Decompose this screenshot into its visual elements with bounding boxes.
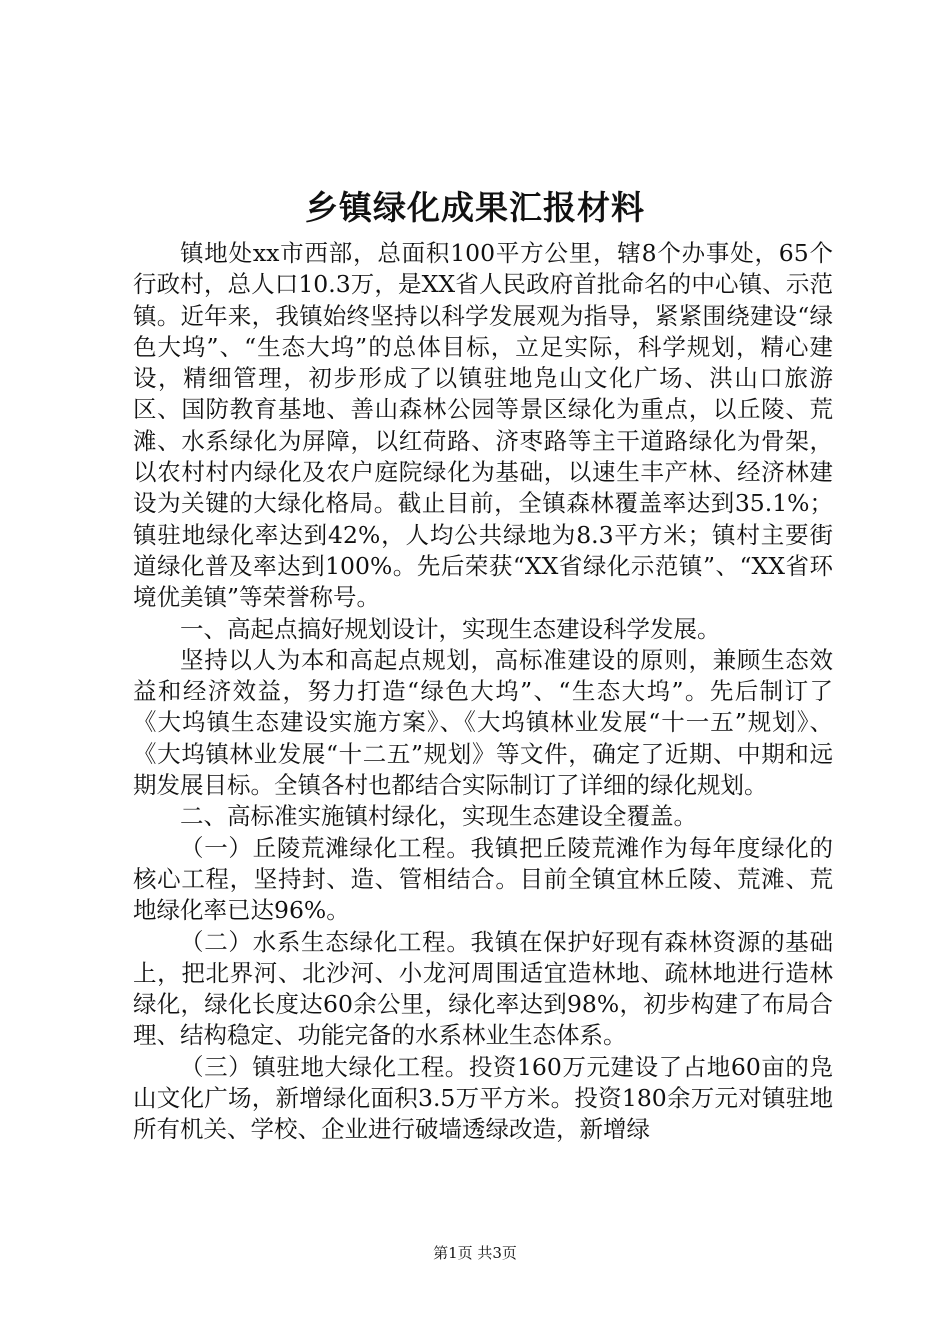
document-title: 乡镇绿化成果汇报材料 [305, 188, 645, 227]
page-number: 第1页 共3页 [433, 1244, 517, 1262]
document-body [133, 238, 833, 1146]
paragraph-town: （三）镇驻地大绿化工程。投资160万元建设了占地60亩的凫山文化广场，新增绿化面积3.5万平方米。投资180余万元对镇驻地所有机关、学校、企业进行破墙透绿改造，新增绿 [133, 1052, 833, 1144]
paragraph-hills: （一）丘陵荒滩绿化工程。我镇把丘陵荒滩作为每年度绿化的核心工程，坚持封、造、管相结合。目前全镇宜林丘陵、荒滩、荒地绿化率已达96%。 [133, 833, 833, 925]
paragraph-water: （二）水系生态绿化工程。我镇在保护好现有森林资源的基础上，把北界河、北沙河、小龙河周围适宜造林地、疏林地进行造林绿化，绿化长度达60余公里，绿化率达到98%，初步构建了布局合理、结构稳定、功能完备的水系林业生态体系。 [133, 927, 833, 1050]
section-heading-1: 一、高起点搞好规划设计，实现生态建设科学发展。 [180, 614, 721, 643]
paragraph-intro: 镇地处xx市西部，总面积100平方公里，辖8个办事处，65个行政村，总人口10.3万，是XX省人民政府首批命名的中心镇、示范镇。近年来，我镇始终坚持以科学发展观为指导，紧紧围绕建设“绿色大坞”、“生态大坞”的总体目标，立足实际，科学规划，精心建设，精细管理，初步形成了以镇驻地凫山文化广场、洪山口旅游区、国防教育基地、善山森林公园等景区绿化为重点，以丘陵、荒滩、水系绿化为屏障，以红荷路、济枣路等主干道路绿化为骨架，以农村村内绿化及农户庭院绿化为基础，以速生丰产林、经济林建设为关键的大绿化格局。截止目前，全镇森林覆盖率达到35.1%；镇驻地绿化率达到42%，人均公共绿地为8.3平方米；镇村主要街道绿化普及率达到100%。先后荣获“XX省绿化示范镇”、“XX省环境优美镇”等荣誉称号。 [133, 239, 833, 612]
paragraph-planning: 坚持以人为本和高起点规划，高标准建设的原则，兼顾生态效益和经济效益，努力打造“绿色大坞”、“生态大坞”。先后制订了《大坞镇生态建设实施方案》、《大坞镇林业发展“十一五”规划》、《大坞镇林业发展“十二五”规划》等文件，确定了近期、中期和远期发展目标。全镇各村也都结合实际制订了详细的绿化规划。 [133, 645, 833, 800]
section-heading-2: 二、高标准实施镇村绿化，实现生态建设全覆盖。 [180, 802, 697, 831]
